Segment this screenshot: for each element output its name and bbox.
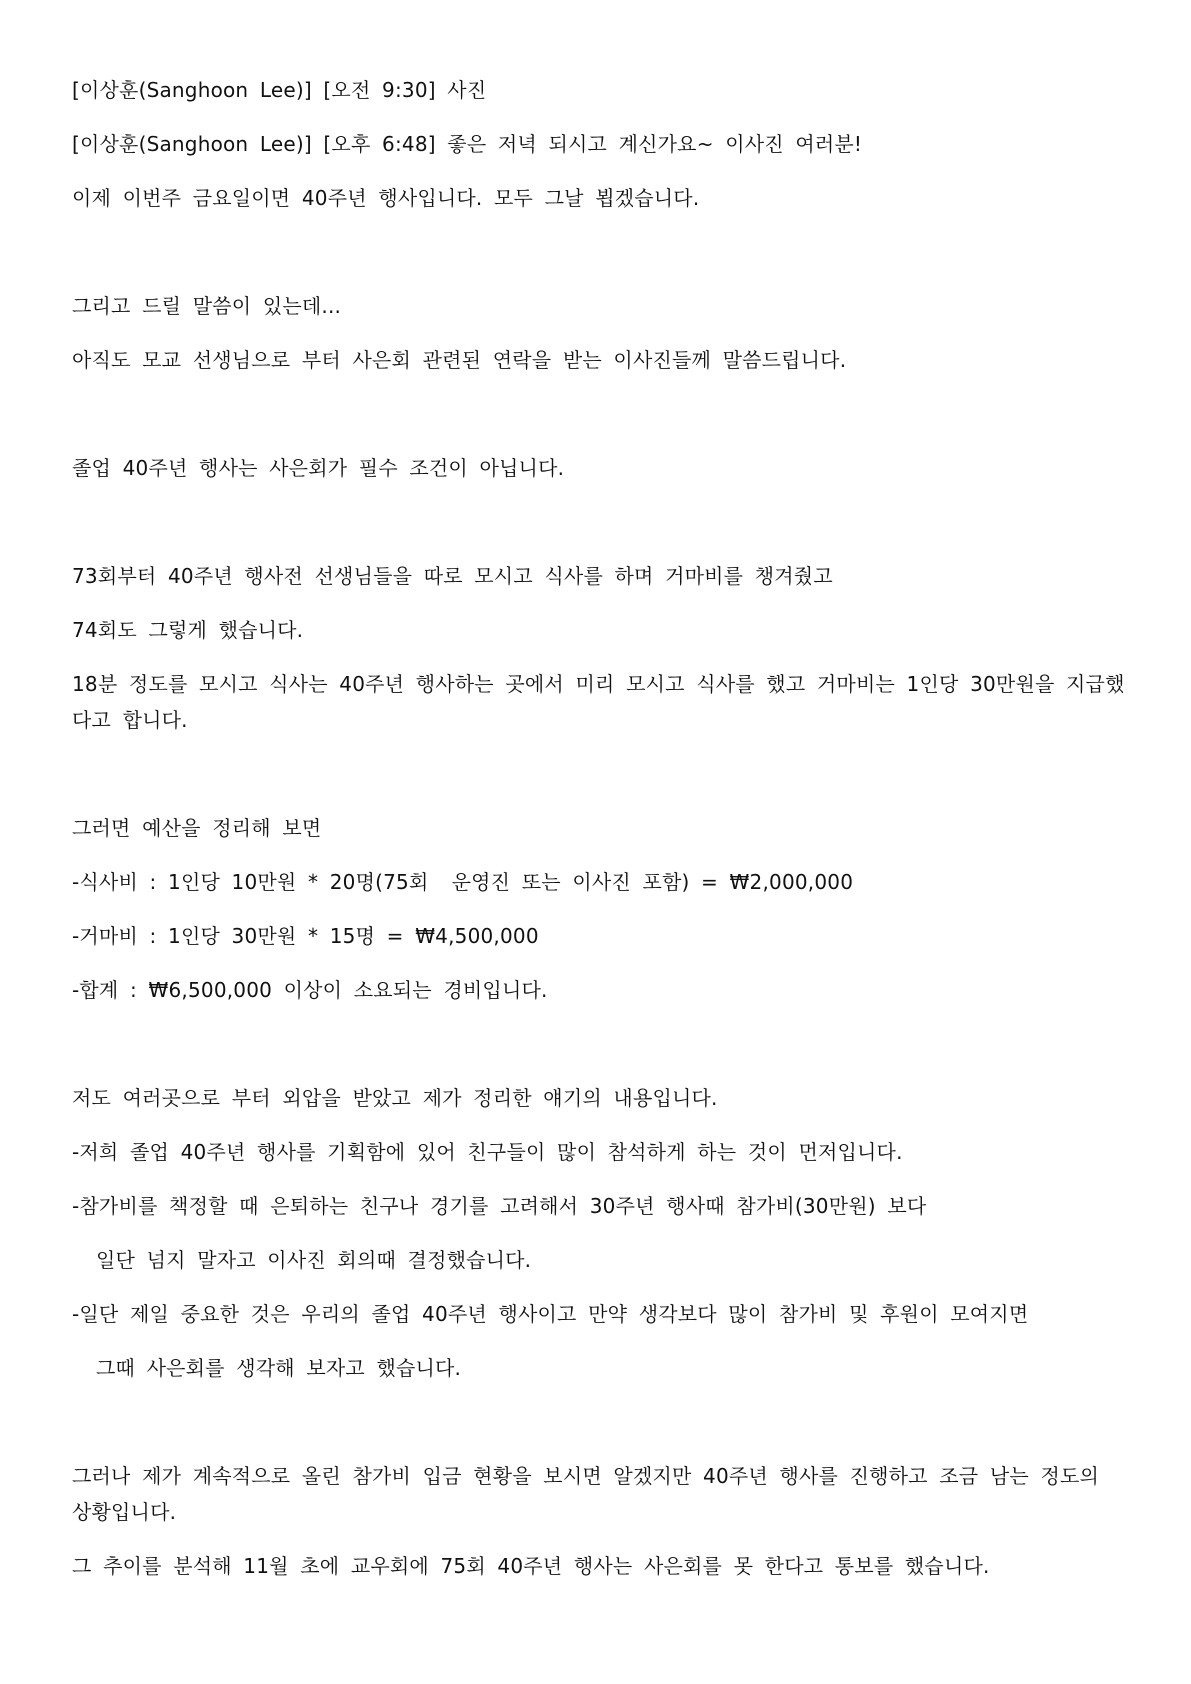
paragraph: 졸업 40주년 행사는 사은회가 필수 조건이 아닙니다. xyxy=(72,456,565,480)
paragraph: 아직도 모교 선생님으로 부터 사은회 관련된 연락을 받는 이사진들께 말씀드립니다. xyxy=(72,348,847,372)
paragraph: 18분 정도를 모시고 식사는 40주년 행사하는 곳에서 미리 모시고 식사를 했고 거마비는 1인당 30만원을 지급했다고 합니다. xyxy=(72,672,1125,732)
budget-item-meals: -식사비 : 1인당 10만원 * 20명(75회 운영진 또는 이사진 포함) = ₩2,000,000 xyxy=(72,870,854,894)
bullet-continuation: 그때 사은회를 생각해 보자고 했습니다. xyxy=(96,1356,462,1380)
bullet-continuation: 일단 넘지 말자고 이사진 회의때 결정했습니다. xyxy=(96,1248,532,1272)
paragraph: 이제 이번주 금요일이면 40주년 행사입니다. 모두 그날 뵙겠습니다. xyxy=(72,186,700,210)
spacer xyxy=(72,396,1127,450)
paragraph: 저도 여러곳으로 부터 외압을 받았고 제가 정리한 얘기의 내용입니다. xyxy=(72,1086,718,1110)
paragraph: 74회도 그렇게 했습니다. xyxy=(72,618,304,642)
bullet-item: -저희 졸업 40주년 행사를 기획함에 있어 친구들이 많이 참석하게 하는 것이 먼저입니다. xyxy=(72,1140,903,1164)
bullet-item: -일단 제일 중요한 것은 우리의 졸업 40주년 행사이고 만약 생각보다 많이 참가비 및 후원이 모여지면 xyxy=(72,1302,1029,1326)
paragraph: 그 추이를 분석해 11월 초에 교우회에 75회 40주년 행사는 사은회를 못 한다고 통보를 했습니다. xyxy=(72,1554,990,1578)
budget-intro: 그러면 예산을 정리해 보면 xyxy=(72,816,322,840)
paragraph: 그리고 드릴 말씀이 있는데... xyxy=(72,294,342,318)
spacer xyxy=(72,1404,1127,1458)
message-header-2: [이상훈(Sanghoon Lee)] [오후 6:48] 좋은 저녁 되시고 계신가요~ 이사진 여러분! xyxy=(72,132,863,156)
message-header-1: [이상훈(Sanghoon Lee)] [오전 9:30] 사진 xyxy=(72,78,487,102)
spacer xyxy=(72,756,1127,810)
spacer xyxy=(72,234,1127,288)
spacer xyxy=(72,1026,1127,1080)
paragraph: 73회부터 40주년 행사전 선생님들을 따로 모시고 식사를 하며 거마비를 챙겨줬고 xyxy=(72,564,833,588)
document-body xyxy=(72,72,1127,1602)
spacer xyxy=(72,504,1127,558)
budget-total: -합계 : ₩6,500,000 이상이 소요되는 경비입니다. xyxy=(72,978,548,1002)
paragraph: 그러나 제가 계속적으로 올린 참가비 입금 현황을 보시면 알겠지만 40주년 행사를 진행하고 조금 남는 정도의 상황입니다. xyxy=(72,1464,1100,1524)
budget-item-transport: -거마비 : 1인당 30만원 * 15명 = ₩4,500,000 xyxy=(72,924,539,948)
bullet-item: -참가비를 책정할 때 은퇴하는 친구나 경기를 고려해서 30주년 행사때 참가비(30만원) 보다 xyxy=(72,1194,927,1218)
